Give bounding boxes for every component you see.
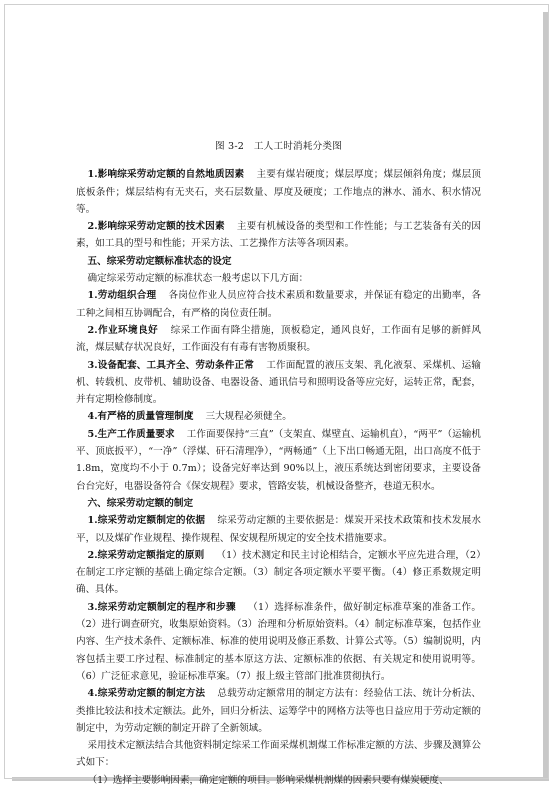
section-heading-5: 五、综采劳动定额标准状态的设定 <box>87 255 232 267</box>
paragraph-labor-organization <box>76 287 481 322</box>
paragraph-text: 主要有煤岩硬度；煤层厚度；煤层倾斜角度；煤层顶底板条件；煤层结构有无夹石，夹石层数量、厚度及硬度；工作地点的淋水、涌水、积水情况等。 <box>76 169 482 215</box>
paragraph-text: （1）选择标准条件，做好制定标准草案的准备工作。（2）进行调查研究，收集原始资料。（3）治理和分析原始资料。（4）制定标准草案，包括作业内容、生产技术条件、定额标准、标准的使用说明及修正系数、计算公式等。（5）编制说明，内容包括主要工序过程、标准制定的基本原这方法、定额标准的依据、有关规定和使用说明等。（6）广泛征求意见，验证标准草案。（7）报上级主管部门批准贯彻执行。 <box>76 601 481 682</box>
paragraph-equipment <box>76 357 481 409</box>
paragraph-quality-management <box>76 408 481 425</box>
paragraph-lead: 1.综采劳动定额制定的依据 <box>87 515 206 527</box>
paragraph-text: 各岗位作业人员应符合技术素质和数量要求，并保证有稳定的出勤率，各工种之间相互协调配合，有严格的岗位责任制。 <box>76 290 482 319</box>
paragraph-lead: 1.影响综采劳动定额的自然地质因素 <box>87 169 245 181</box>
paragraph-lead: 3.设备配套、工具齐全、劳动条件正常 <box>87 359 255 371</box>
paragraph-text: （1）技术测定和民主讨论相结合，定额水平应先进合理，（2）在制定工序定额的基础上确定综合定额。（3）制定各项定额水平要平衡。（4）修正系数规定明确、具体。 <box>76 549 482 596</box>
paragraph-lead: 5.生产工作质量要求 <box>87 428 175 440</box>
paragraph-lead: 4.有严格的质量管理制度 <box>87 411 194 423</box>
paragraph-procedure <box>76 599 481 685</box>
paragraph-lead: 2.综采劳动定额指定的原则 <box>87 549 205 561</box>
paragraph-work-environment <box>76 322 481 357</box>
paragraph-text: 三大规程必须健全。 <box>205 411 292 423</box>
paragraph-text: 综采工作面有降尘措施，顶板稳定，通风良好，工作面有足够的新鲜风流，煤层赋存状况良好，工作面没有有毒有害物质聚积。 <box>76 324 482 354</box>
paragraph-step-1: （1）选择主要影响因素，确定定额的项目。影响采煤机割煤的因素只要有煤炭硬度、 <box>87 774 449 786</box>
paragraph-text: 主要有机械设备的类型和工作性能；与工艺装备有关的因素，如工具的型号和性能；开采方法、工艺操作方法等各项因素。 <box>76 221 482 250</box>
paragraph-work-quality <box>76 426 481 495</box>
document-page <box>76 138 481 789</box>
paragraph-lead: 4.综采劳动定额的制定方法 <box>87 688 206 700</box>
paragraph-natural-factors <box>76 166 481 218</box>
paragraph-intro: 确定综采劳动定额的标准状态一般考虑以下几方面： <box>87 273 309 285</box>
paragraph-lead: 2.作业环境良好 <box>87 324 159 336</box>
paragraph-lead: 1.劳动组织合理 <box>87 290 157 302</box>
paragraph-text: 工作面配置的液压支架、乳化液泵、采煤机、运输机、转载机、皮带机、辅助设备、电器设备、通讯信号和照明设备等应完好，运转正常，配套，并有定期检修制度。 <box>76 359 482 406</box>
paragraph-methods <box>76 685 481 737</box>
paragraph-basis <box>76 512 481 547</box>
paragraph-technical-method: 采用技术定额法结合其他资料制定综采工作面采煤机割煤工作标准定额的方法、步骤及测算公式如下： <box>76 740 481 769</box>
paragraph-lead: 3.综采劳动定额制定的程序和步骤 <box>87 601 236 613</box>
section-heading-6: 六、综采劳动定额的制定 <box>87 497 194 509</box>
paragraph-principles <box>76 547 481 599</box>
paragraph-text: 总载劳动定额常用的制定方法有：经验估工法、统计分析法、类推比较法和技术定额法。此外，回归分析法、运筹学中的网格方法等也日益应用于劳动定额的制定中，为劳动定额的制定开辟了全新领域。 <box>76 688 481 734</box>
paragraph-technical-factors <box>76 218 481 253</box>
paragraph-text: 工作面要保持“三直”（支架直、煤壁直、运输机直），“两平”（运输机平、顶底扳平），“一净”（浮煤、矸石清理净），“两畅通”（上下出口畅通无阻，出口高度不低于 1.8m，宽度均不小于 0.7m）；设备完好率达到 90%以上，液压系统达到密闭要求，主要设备台台完好，电器设备符合《保安规程》要求，管路安装，机械设备整齐，巷道无积水。 <box>76 428 481 492</box>
paragraph-lead: 2.影响综采劳动定额的技术因素 <box>87 221 225 233</box>
paragraph-text: 综采劳动定额的主要依据是：煤炭开采技术政策和技术发展水平，以及煤矿作业规程、操作规程、保安规程所规定的安全技术措施要求。 <box>76 515 481 544</box>
figure-caption: 图 3-2 工人工时消耗分类图 <box>214 141 343 152</box>
